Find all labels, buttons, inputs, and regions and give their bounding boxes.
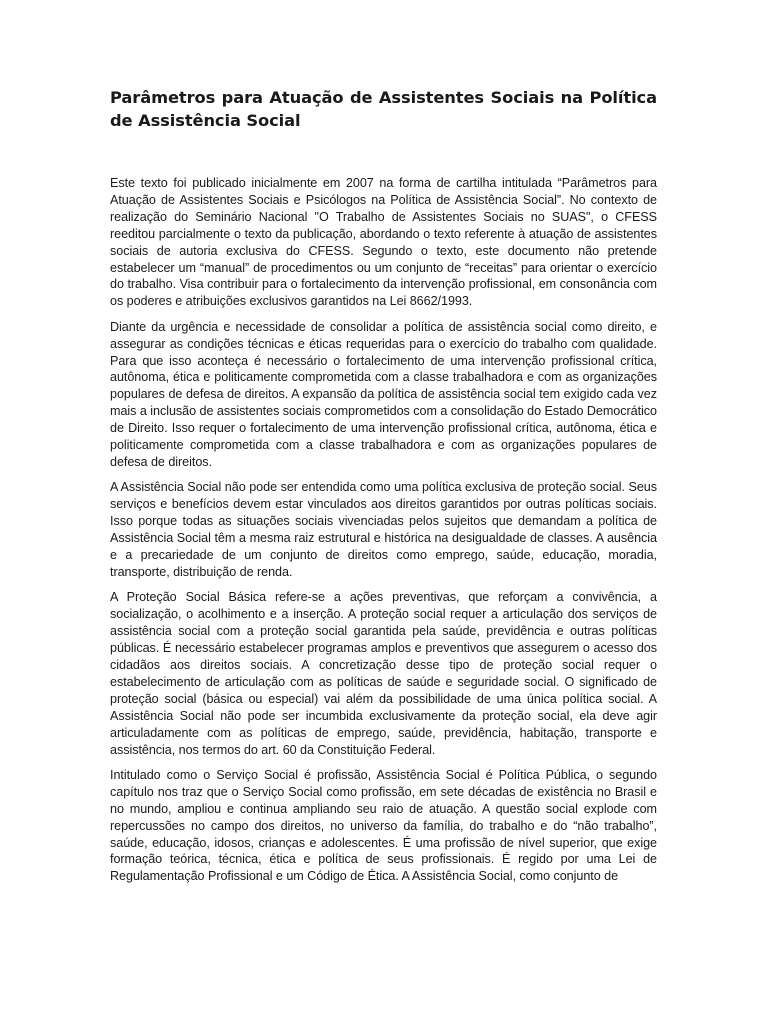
paragraph-1: Este texto foi publicado inicialmente em 2007 na forma de cartilha intitulada “Parâmetros para Atuação de Assistentes Sociais e Psicólogos na Política de Assistência Social”. No contexto de realização do Seminário Nacional "O Trabalho de Assistentes Sociais no SUAS", o CFESS reeditou parcialmente o texto da publicação, abordando o texto referente à atuação de assistentes sociais de autoria exclusiva do CFESS. Segundo o texto, este documento não pretende estabelecer um “manual” de procedimentos ou um conjunto de “receitas” para orientar o exercício do trabalho. Visa contribuir para o fortalecimento da intervenção profissional, em consonância com os poderes e atribuições exclusivos garantidos na Lei 8662/1993. [110,176,657,309]
paragraph-4: A Proteção Social Básica refere-se a ações preventivas, que reforçam a convivência, a socialização, o acolhimento e a inserção. A proteção social requer a articulação dos serviços de assistência social com a proteção social garantida pela saúde, previdência e outras políticas públicas. É necessário estabelecer programas amplos e preventivos que assegurem o acesso dos cidadãos aos direitos sociais. A concretização desse tipo de proteção social requer o estabelecimento de articulação com as políticas de saúde e seguridade social. O significado de proteção social (básica ou especial) vai além da possibilidade de uma única política social. A Assistência Social não pode ser incumbida exclusivamente da proteção social, ela deve agir articuladamente com as políticas de emprego, saúde, previdência, habitação, transporte e assistência, nos termos do art. 60 da Constituição Federal. [110,590,657,757]
paragraph-2: Diante da urgência e necessidade de consolidar a política de assistência social como direito, e assegurar as condições técnicas e éticas requeridas para o exercício do trabalho com qualidade. Para que isso aconteça é necessário o fortalecimento de uma intervenção profissional crítica, autônoma, ética e politicamente comprometida com a classe trabalhadora e com as organizações populares de defesa de direitos. A expansão da política de assistência social tem exigido cada vez mais a inclusão de assistentes sociais comprometidos com a consolidação do Estado Democrático de Direito. Isso requer o fortalecimento de uma intervenção profissional crítica, autônoma, ética e politicamente comprometida com a classe trabalhadora e com as organizações populares de defesa de direitos. [110,319,657,469]
paragraph-3: A Assistência Social não pode ser entendida como uma política exclusiva de proteção social. Seus serviços e benefícios devem estar vinculados aos direitos garantidos por outras políticas sociais. Isso porque todas as situações sociais vivenciadas pelos sujeitos que demandam a política de Assistência Social têm a mesma raiz estrutural e histórica na desigualdade de classes. A ausência e a precariedade de um conjunto de direitos como emprego, saúde, educação, moradia, transporte, distribuição de renda. [110,480,657,579]
document-title: Parâmetros para Atuação de Assistentes Sociais na Política de Assistência Social [110,88,657,130]
paragraph-5: Intitulado como o Serviço Social é profissão, Assistência Social é Política Pública, o segundo capítulo nos traz que o Serviço Social como profissão, em sete décadas de existência no Brasil e no mundo, ampliou e continua ampliando seu raio de atuação. A questão social explode com repercussões no campo dos direitos, no universo da família, do trabalho e do “não trabalho”, saúde, educação, idosos, crianças e adolescentes. É uma profissão de nível superior, que exige formação teórica, técnica, ética e política de seus profissionais. É regido por uma Lei de Regulamentação Profissional e um Código de Ética. A Assistência Social, como conjunto de [110,767,657,884]
document-page [110,86,657,894]
